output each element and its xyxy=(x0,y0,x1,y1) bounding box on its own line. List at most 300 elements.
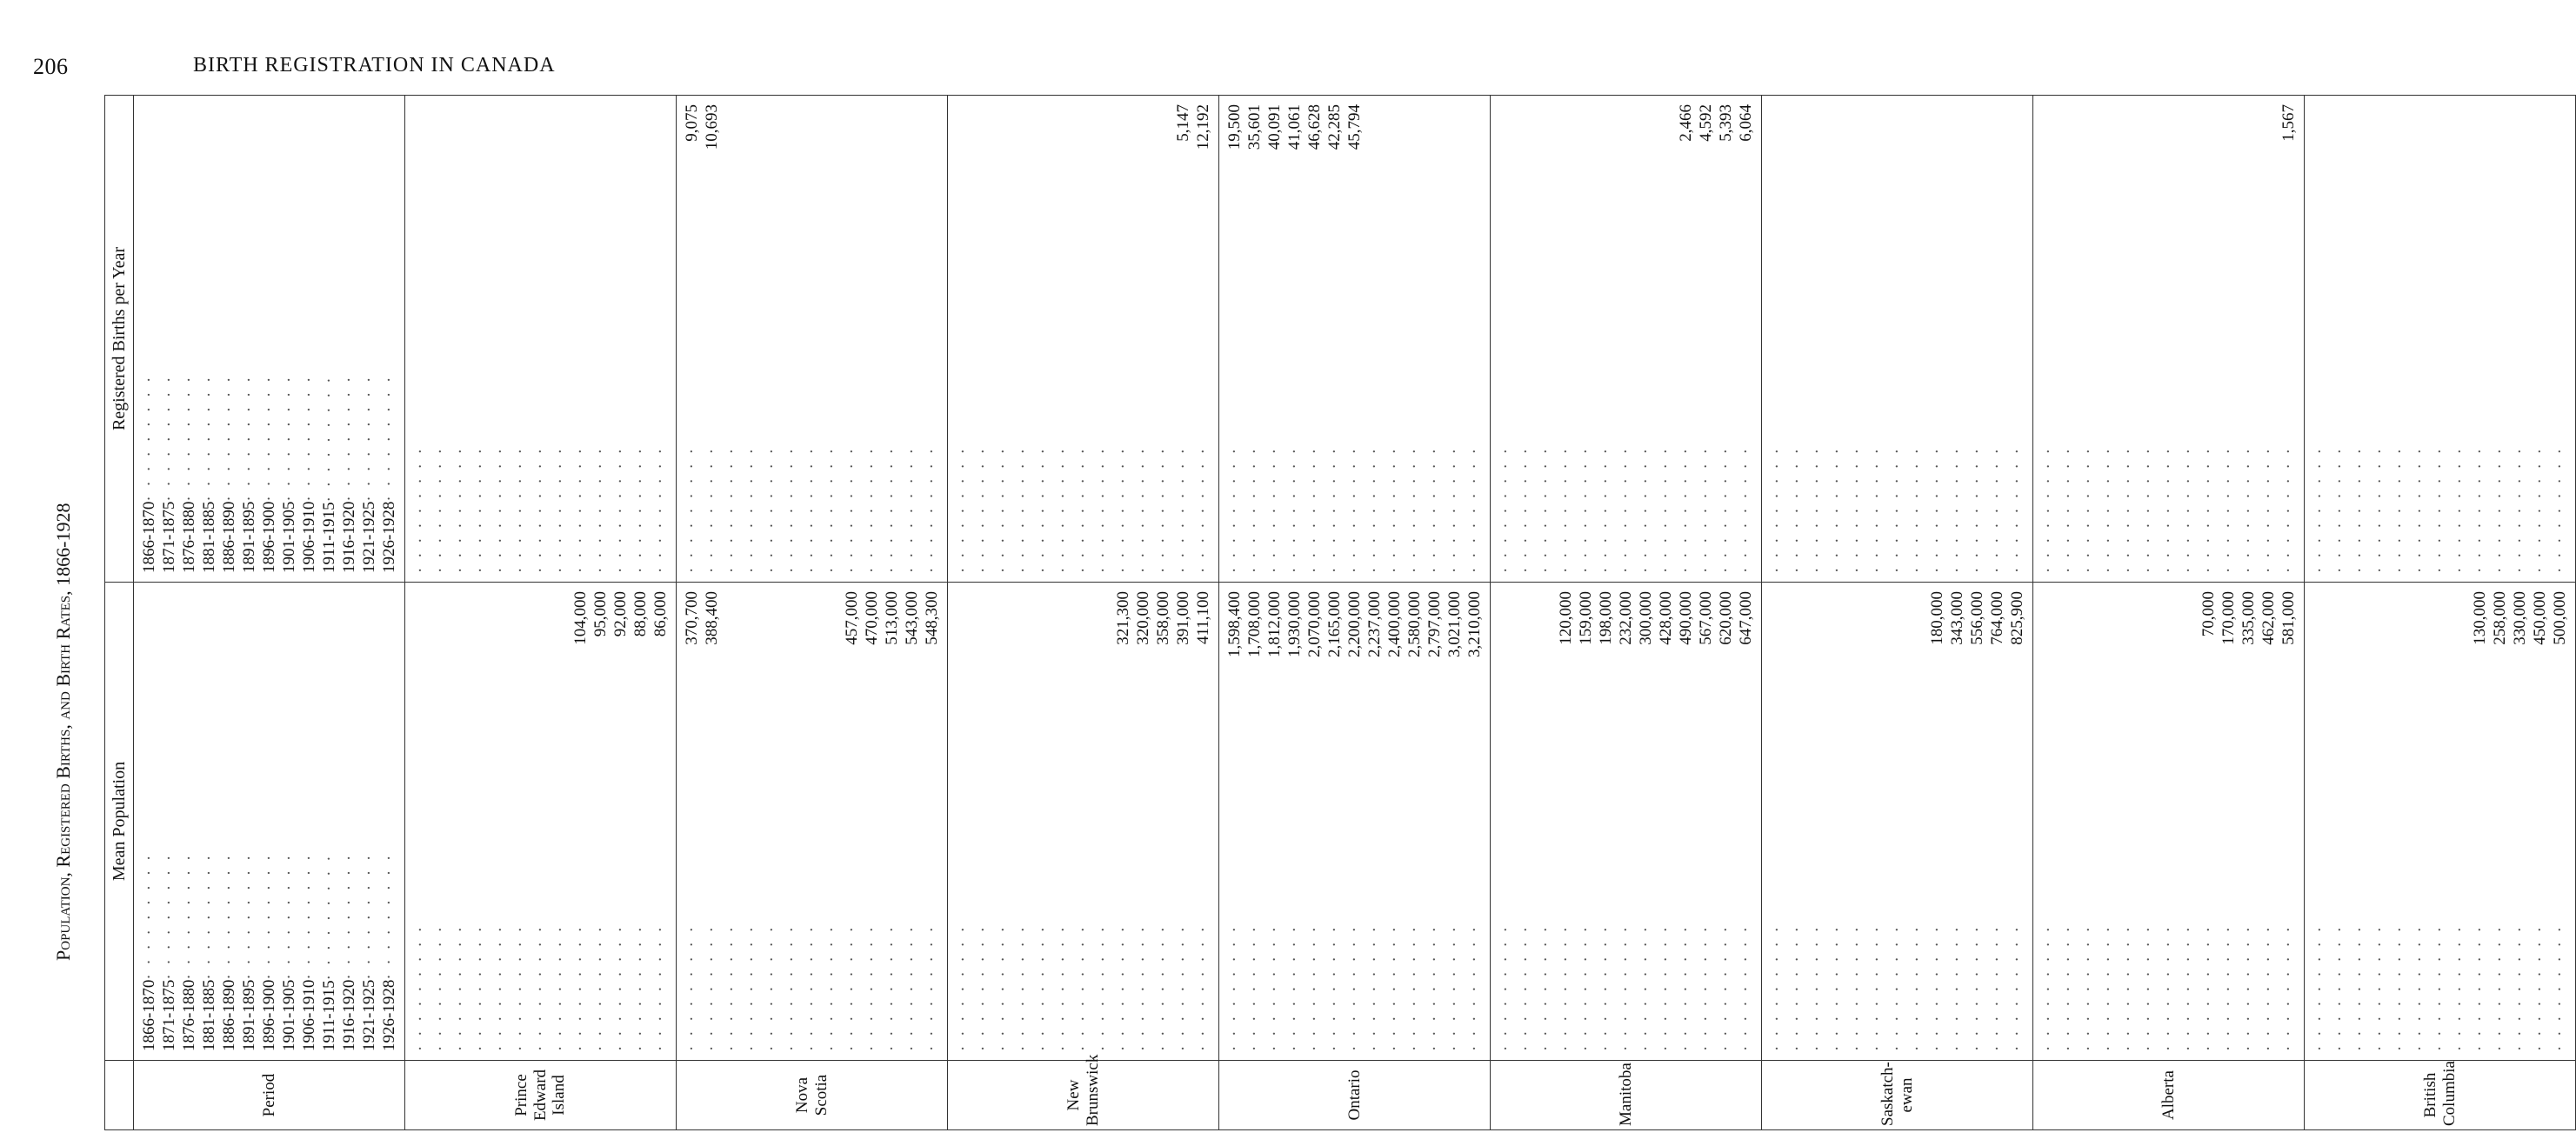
saskatchewan-population-value xyxy=(1827,591,1847,595)
leader-dots: · · · · · · · · · xyxy=(1034,924,1052,1051)
leader-dots: · · · · · · · · · xyxy=(1385,924,1404,1051)
leader-dots: · · · · · · · · · xyxy=(863,446,881,573)
nova-scotia-births-entry xyxy=(782,104,802,573)
leader-dots: · · · · · · · · · xyxy=(1737,446,1755,573)
leader-dots: · · · · · · · · · xyxy=(2371,446,2389,573)
leader-dots: · · · · · · · · · xyxy=(923,446,941,573)
period-entry xyxy=(159,104,179,573)
leader-dots: · · · · · · · · · xyxy=(1697,924,1715,1051)
leader-dots: · · · · · · · · · xyxy=(1425,446,1444,573)
new-brunswick-births-entry xyxy=(1133,104,1153,573)
alberta-births-value xyxy=(2159,104,2179,108)
leader-dots: · · · · · · · · · xyxy=(471,924,490,1051)
british-columbia-births-entry xyxy=(2490,104,2510,573)
leader-dots: · · · · · · · · · xyxy=(651,924,670,1051)
ontario-population-value: 2,400,000 xyxy=(1385,591,1404,657)
nova-scotia-population-entry xyxy=(842,591,862,1051)
new-brunswick-population-entry xyxy=(1113,591,1133,1051)
period-entry xyxy=(339,104,359,573)
alberta-population-value: 462,000 xyxy=(2259,591,2278,645)
british-columbia-population-value xyxy=(2450,591,2470,595)
nova-scotia-births-value xyxy=(802,104,822,108)
new-brunswick-births-value xyxy=(1073,104,1093,108)
leader-dots: · · · · · · · · · xyxy=(631,446,650,573)
new-brunswick-births-value xyxy=(1033,104,1053,108)
leader-dots: · · · · · · · · · xyxy=(2119,924,2138,1051)
leader-dots: · · · · · · · · · xyxy=(200,852,218,980)
saskatchewan-births-value xyxy=(1867,104,1887,108)
period-value: 1921-1925 xyxy=(360,979,378,1051)
alberta-population-entry xyxy=(2219,591,2239,1051)
leader-dots: · · · · · · · · · xyxy=(974,924,992,1051)
manitoba-births-value xyxy=(1556,104,1576,108)
period-value: 1891-1895 xyxy=(240,501,258,573)
manitoba-population-entry xyxy=(1656,591,1676,1051)
leader-dots: · · · · · · · · · xyxy=(1828,446,1846,573)
nova-scotia-population-cell xyxy=(677,583,948,1061)
new-brunswick-births-entry xyxy=(1173,104,1193,573)
saskatchewan-population-entry xyxy=(1787,591,1807,1051)
period-value: 1911-1915 xyxy=(320,980,338,1051)
nova-scotia-population-entry xyxy=(882,591,902,1051)
saskatchewan-population-entry xyxy=(1907,591,1927,1051)
alberta-births-value xyxy=(2099,104,2119,108)
ontario-population-entry xyxy=(1445,591,1465,1051)
nova-scotia-population-entry xyxy=(822,591,842,1051)
saskatchewan-population-value: 764,000 xyxy=(1988,591,2006,645)
new-brunswick-population-entry xyxy=(1093,591,1113,1051)
british-columbia-population-entry xyxy=(2350,591,2370,1051)
leader-dots: · · · · · · · · · xyxy=(451,446,470,573)
ontario-population-value: 2,580,000 xyxy=(1405,591,1424,657)
leader-dots: · · · · · · · · · xyxy=(1405,924,1424,1051)
leader-dots: · · · · · · · · · xyxy=(2311,924,2329,1051)
leader-dots: · · · · · · · · · xyxy=(1325,446,1344,573)
leader-dots: · · · · · · · · · xyxy=(703,924,721,1051)
period-entry xyxy=(219,591,239,1051)
new-brunswick-population-value: 391,000 xyxy=(1174,591,1192,645)
nova-scotia-births-value xyxy=(902,104,922,108)
ontario-births-value xyxy=(1465,104,1485,108)
period-value: 1871-1875 xyxy=(160,979,178,1051)
period-entry xyxy=(359,591,379,1051)
british-columbia-births-value xyxy=(2350,104,2370,108)
period-value: 1926-1928 xyxy=(380,501,398,573)
leader-dots: · · · · · · · · · xyxy=(2371,924,2389,1051)
saskatchewan-births-entry xyxy=(1847,104,1867,573)
leader-dots: · · · · · · · · · xyxy=(280,852,298,980)
manitoba-births-entry xyxy=(1676,104,1696,573)
manitoba-population-value: 428,000 xyxy=(1657,591,1675,645)
british-columbia-population-entry xyxy=(2370,591,2390,1051)
leader-dots: · · · · · · · · · xyxy=(883,446,901,573)
prince-edward-island-births-entry xyxy=(571,104,591,573)
ontario-births-value xyxy=(1365,104,1385,108)
period-entry xyxy=(319,104,339,573)
leader-dots: · · · · · · · · · xyxy=(994,446,1012,573)
leader-dots: · · · · · · · · · xyxy=(1577,924,1595,1051)
manitoba-births-value: 4,592 xyxy=(1697,104,1715,142)
ontario-births-value xyxy=(1405,104,1425,108)
ontario-population-entry xyxy=(1305,591,1325,1051)
leader-dots: · · · · · · · · · xyxy=(2219,446,2238,573)
leader-dots: · · · · · · · · · xyxy=(1114,446,1132,573)
alberta-population-entry xyxy=(2059,591,2079,1051)
period-entry xyxy=(259,591,279,1051)
leader-dots: · · · · · · · · · xyxy=(783,446,801,573)
manitoba-births-entry xyxy=(1736,104,1756,573)
alberta-births-entry xyxy=(2039,104,2059,573)
alberta-births-cell xyxy=(2033,96,2305,583)
nova-scotia-population-value: 370,700 xyxy=(683,591,701,645)
leader-dots: · · · · · · · · · xyxy=(1265,924,1284,1051)
leader-dots: · · · · · · · · · xyxy=(2079,446,2098,573)
leader-dots: · · · · · · · · · xyxy=(1225,924,1244,1051)
ontario-population-value: 3,210,000 xyxy=(1465,591,1484,657)
leader-dots: · · · · · · · · · xyxy=(320,375,338,503)
saskatchewan-births-value xyxy=(2007,104,2027,108)
leader-dots: · · · · · · · · · xyxy=(240,374,258,502)
column-header-period: Period xyxy=(134,1061,405,1130)
manitoba-population-entry xyxy=(1516,591,1536,1051)
leader-dots: · · · · · · · · · xyxy=(1808,446,1826,573)
british-columbia-population-entry xyxy=(2550,591,2570,1051)
prince-edward-island-births-value xyxy=(410,104,430,108)
saskatchewan-births-entry xyxy=(1947,104,1967,573)
period-entry xyxy=(319,591,339,1051)
ontario-population-entry xyxy=(1365,591,1385,1051)
manitoba-births-value xyxy=(1536,104,1556,108)
leader-dots: · · · · · · · · · xyxy=(1988,924,2006,1051)
prince-edward-island-population-entry xyxy=(591,591,611,1051)
leader-dots: · · · · · · · · · xyxy=(863,924,881,1051)
alberta-population-entry xyxy=(2099,591,2119,1051)
british-columbia-births-entry xyxy=(2510,104,2530,573)
alberta-births-value xyxy=(2079,104,2099,108)
british-columbia-population-value xyxy=(2410,591,2430,595)
manitoba-births-value xyxy=(1596,104,1616,108)
leader-dots: · · · · · · · · · xyxy=(1497,446,1515,573)
saskatchewan-births-value xyxy=(1927,104,1947,108)
leader-dots: · · · · · · · · · xyxy=(1768,924,1786,1051)
ontario-births-value: 41,061 xyxy=(1285,104,1304,150)
new-brunswick-population-value xyxy=(1093,591,1113,595)
british-columbia-births-entry xyxy=(2450,104,2470,573)
leader-dots: · · · · · · · · · xyxy=(591,924,610,1051)
nova-scotia-population-entry xyxy=(762,591,782,1051)
new-brunswick-population-value: 358,000 xyxy=(1154,591,1172,645)
alberta-population-entry xyxy=(2199,591,2219,1051)
new-brunswick-births-entry xyxy=(973,104,993,573)
nova-scotia-births-value: 10,693 xyxy=(703,104,721,150)
leader-dots: · · · · · · · · · xyxy=(491,446,510,573)
leader-dots: · · · · · · · · · xyxy=(180,852,198,980)
nova-scotia-population-entry xyxy=(922,591,942,1051)
british-columbia-births-value xyxy=(2370,104,2390,108)
alberta-population-value xyxy=(2119,591,2139,595)
saskatchewan-births-value xyxy=(1787,104,1807,108)
leader-dots: · · · · · · · · · xyxy=(954,924,972,1051)
leader-dots: · · · · · · · · · xyxy=(1285,924,1304,1051)
leader-dots: · · · · · · · · · xyxy=(1788,924,1806,1051)
saskatchewan-births-entry xyxy=(1927,104,1947,573)
prince-edward-island-births-value xyxy=(491,104,511,108)
leader-dots: · · · · · · · · · xyxy=(200,374,218,502)
leader-dots: · · · · · · · · · xyxy=(723,924,741,1051)
leader-dots: · · · · · · · · · xyxy=(1768,446,1786,573)
alberta-births-entry xyxy=(2179,104,2199,573)
manitoba-population-value: 490,000 xyxy=(1677,591,1695,645)
prince-edward-island-births-value xyxy=(611,104,631,108)
leader-dots: · · · · · · · · · xyxy=(2431,924,2449,1051)
alberta-population-entry xyxy=(2279,591,2299,1051)
saskatchewan-population-value xyxy=(1807,591,1827,595)
british-columbia-births-value xyxy=(2450,104,2470,108)
ontario-population-entry xyxy=(1465,591,1485,1051)
leader-dots: · · · · · · · · · xyxy=(1445,924,1464,1051)
table-row-new-brunswick xyxy=(948,96,1219,1130)
leader-dots: · · · · · · · · · xyxy=(511,924,530,1051)
alberta-births-value xyxy=(2179,104,2199,108)
manitoba-births-value xyxy=(1496,104,1516,108)
prince-edward-island-births-entry xyxy=(470,104,491,573)
saskatchewan-population-entry xyxy=(1967,591,1987,1051)
ontario-births-value: 19,500 xyxy=(1225,104,1244,150)
prince-edward-island-population-value: 95,000 xyxy=(591,591,610,637)
leader-dots: · · · · · · · · · xyxy=(2179,924,2198,1051)
period-value: 1896-1900 xyxy=(260,979,278,1051)
saskatchewan-population-value xyxy=(1767,591,1787,595)
manitoba-births-value xyxy=(1636,104,1656,108)
nova-scotia-population-entry xyxy=(682,591,702,1051)
manitoba-births-entry xyxy=(1696,104,1716,573)
ontario-population-entry xyxy=(1325,591,1345,1051)
prince-edward-island-births-entry xyxy=(430,104,450,573)
ontario-births-value: 35,601 xyxy=(1245,104,1264,150)
manitoba-population-entry xyxy=(1696,591,1716,1051)
british-columbia-population-value xyxy=(2370,591,2390,595)
new-brunswick-births-cell xyxy=(948,96,1219,583)
period-entry xyxy=(139,104,159,573)
saskatchewan-births-entry xyxy=(1887,104,1907,573)
saskatchewan-population-entry xyxy=(1767,591,1787,1051)
table-row-british-columbia xyxy=(2305,96,2576,1130)
leader-dots: · · · · · · · · · xyxy=(491,924,510,1051)
manitoba-population-value: 198,000 xyxy=(1597,591,1615,645)
alberta-population-entry xyxy=(2139,591,2159,1051)
leader-dots: · · · · · · · · · xyxy=(1597,446,1615,573)
saskatchewan-population-entry xyxy=(1847,591,1867,1051)
period-value: 1896-1900 xyxy=(260,501,278,573)
leader-dots: · · · · · · · · · xyxy=(2491,446,2509,573)
prince-edward-island-population-entry xyxy=(631,591,651,1051)
leader-dots: · · · · · · · · · xyxy=(1848,446,1866,573)
ontario-population-value: 1,598,400 xyxy=(1225,591,1244,657)
leader-dots: · · · · · · · · · xyxy=(1677,446,1695,573)
british-columbia-population-value: 500,000 xyxy=(2551,591,2569,645)
ontario-births-entry xyxy=(1385,104,1405,573)
british-columbia-births-value xyxy=(2490,104,2510,108)
new-brunswick-births-entry xyxy=(1093,104,1113,573)
saskatchewan-births-value xyxy=(1887,104,1907,108)
leader-dots: · · · · · · · · · xyxy=(1194,446,1212,573)
leader-dots: · · · · · · · · · xyxy=(1154,446,1172,573)
new-brunswick-population-entry xyxy=(1153,591,1173,1051)
leader-dots: · · · · · · · · · xyxy=(2531,924,2549,1051)
new-brunswick-births-value xyxy=(1153,104,1173,108)
period-value: 1916-1920 xyxy=(340,979,358,1051)
ontario-births-entry xyxy=(1425,104,1445,573)
leader-dots: · · · · · · · · · xyxy=(823,924,841,1051)
saskatchewan-population-entry xyxy=(1827,591,1847,1051)
leader-dots: · · · · · · · · · xyxy=(1245,446,1264,573)
prince-edward-island-population-cell xyxy=(405,583,677,1061)
british-columbia-population-value: 450,000 xyxy=(2531,591,2549,645)
period-value: 1901-1905 xyxy=(280,979,298,1051)
new-brunswick-population-cell xyxy=(948,583,1219,1061)
prince-edward-island-births-entry xyxy=(651,104,671,573)
leader-dots: · · · · · · · · · xyxy=(2139,924,2158,1051)
ontario-population-entry xyxy=(1225,591,1245,1051)
manitoba-births-value xyxy=(1616,104,1636,108)
leader-dots: · · · · · · · · · xyxy=(1948,446,1966,573)
british-columbia-births-cell xyxy=(2305,96,2576,583)
prince-edward-island-population-value: 92,000 xyxy=(611,591,630,637)
new-brunswick-births-entry xyxy=(1053,104,1073,573)
saskatchewan-births-value xyxy=(1987,104,2007,108)
period-entry xyxy=(139,591,159,1051)
leader-dots: · · · · · · · · · xyxy=(2008,446,2026,573)
leader-dots: · · · · · · · · · xyxy=(843,924,861,1051)
leader-dots: · · · · · · · · · xyxy=(471,446,490,573)
manitoba-births-entry xyxy=(1516,104,1536,573)
leader-dots: · · · · · · · · · xyxy=(2099,924,2118,1051)
prince-edward-island-population-value xyxy=(410,591,430,595)
leader-dots: · · · · · · · · · xyxy=(1717,924,1735,1051)
leader-dots: · · · · · · · · · xyxy=(994,924,1012,1051)
ontario-births-entry xyxy=(1305,104,1325,573)
period-value: 1916-1920 xyxy=(340,501,358,573)
prince-edward-island-population-entry xyxy=(511,591,531,1051)
leader-dots: · · · · · · · · · xyxy=(591,446,610,573)
leader-dots: · · · · · · · · · xyxy=(551,924,570,1051)
saskatchewan-population-value xyxy=(1847,591,1867,595)
nova-scotia-population-value: 470,000 xyxy=(863,591,881,645)
leader-dots: · · · · · · · · · xyxy=(743,924,761,1051)
leader-dots: · · · · · · · · · xyxy=(160,374,178,502)
leader-dots: · · · · · · · · · xyxy=(2199,924,2218,1051)
ontario-births-value: 45,794 xyxy=(1345,104,1364,150)
leader-dots: · · · · · · · · · xyxy=(2039,924,2058,1051)
leader-dots: · · · · · · · · · xyxy=(1345,924,1364,1051)
nova-scotia-population-value xyxy=(762,591,782,595)
saskatchewan-births-entry xyxy=(1807,104,1827,573)
alberta-population-entry xyxy=(2239,591,2259,1051)
saskatchewan-population-value: 343,000 xyxy=(1948,591,1966,645)
saskatchewan-population-value xyxy=(1887,591,1907,595)
leader-dots: · · · · · · · · · xyxy=(1737,924,1755,1051)
british-columbia-births-value xyxy=(2510,104,2530,108)
ontario-population-entry xyxy=(1265,591,1285,1051)
new-brunswick-population-entry xyxy=(973,591,993,1051)
corner-cell xyxy=(105,1061,134,1130)
alberta-births-entry xyxy=(2099,104,2119,573)
period-entry xyxy=(259,104,279,573)
ontario-population-value: 2,237,000 xyxy=(1365,591,1384,657)
period-value: 1906-1910 xyxy=(300,979,318,1051)
british-columbia-births-value xyxy=(2430,104,2450,108)
leader-dots: · · · · · · · · · xyxy=(1617,446,1635,573)
saskatchewan-births-entry xyxy=(1827,104,1847,573)
nova-scotia-population-entry xyxy=(862,591,882,1051)
leader-dots: · · · · · · · · · xyxy=(1134,446,1152,573)
british-columbia-population-entry xyxy=(2530,591,2550,1051)
leader-dots: · · · · · · · · · xyxy=(923,924,941,1051)
british-columbia-births-entry xyxy=(2370,104,2390,573)
column-header-ontario: Ontario xyxy=(1219,1061,1491,1130)
ontario-births-entry xyxy=(1365,104,1385,573)
column-header-saskatchewan: Saskatch- ewan xyxy=(1762,1061,2033,1130)
leader-dots: · · · · · · · · · xyxy=(1325,924,1344,1051)
alberta-births-entry xyxy=(2199,104,2219,573)
british-columbia-population-value xyxy=(2310,591,2330,595)
nova-scotia-births-cell xyxy=(677,96,948,583)
prince-edward-island-births-value xyxy=(450,104,470,108)
leader-dots: · · · · · · · · · xyxy=(1425,924,1444,1051)
leader-dots: · · · · · · · · · xyxy=(783,924,801,1051)
ontario-births-entry xyxy=(1245,104,1265,573)
new-brunswick-population-value xyxy=(1033,591,1053,595)
leader-dots: · · · · · · · · · xyxy=(2079,924,2098,1051)
prince-edward-island-population-entry xyxy=(430,591,450,1051)
ontario-population-value: 1,930,000 xyxy=(1285,591,1304,657)
saskatchewan-births-entry xyxy=(1767,104,1787,573)
saskatchewan-births-entry xyxy=(1787,104,1807,573)
saskatchewan-population-entry xyxy=(1947,591,1967,1051)
leader-dots: · · · · · · · · · xyxy=(360,852,378,980)
column-header-alberta: Alberta xyxy=(2033,1061,2305,1130)
british-columbia-births-entry xyxy=(2390,104,2410,573)
british-columbia-births-value xyxy=(2530,104,2550,108)
saskatchewan-births-value xyxy=(1847,104,1867,108)
table-title-years: , 1866-1928 xyxy=(52,503,74,596)
new-brunswick-births-value xyxy=(1093,104,1113,108)
period-value: 1866-1870 xyxy=(140,501,158,573)
nova-scotia-population-value xyxy=(742,591,762,595)
prince-edward-island-births-value xyxy=(511,104,531,108)
section-band-row xyxy=(105,96,134,1130)
ontario-births-value: 42,285 xyxy=(1325,104,1344,150)
table-row-alberta xyxy=(2033,96,2305,1130)
alberta-population-entry xyxy=(2259,591,2279,1051)
table-row-nova-scotia xyxy=(677,96,948,1130)
leader-dots: · · · · · · · · · xyxy=(1174,446,1192,573)
ontario-births-cell xyxy=(1219,96,1491,583)
british-columbia-population-value: 258,000 xyxy=(2491,591,2509,645)
period-population-cell xyxy=(134,583,405,1061)
leader-dots: · · · · · · · · · xyxy=(1697,446,1715,573)
manitoba-population-value: 159,000 xyxy=(1577,591,1595,645)
saskatchewan-births-entry xyxy=(1987,104,2007,573)
alberta-population-value xyxy=(2159,591,2179,595)
prince-edward-island-births-entry xyxy=(591,104,611,573)
period-entry xyxy=(199,104,219,573)
manitoba-population-entry xyxy=(1596,591,1616,1051)
british-columbia-population-entry xyxy=(2490,591,2510,1051)
nova-scotia-births-value xyxy=(862,104,882,108)
nova-scotia-births-entry xyxy=(922,104,942,573)
leader-dots: · · · · · · · · · xyxy=(803,924,821,1051)
